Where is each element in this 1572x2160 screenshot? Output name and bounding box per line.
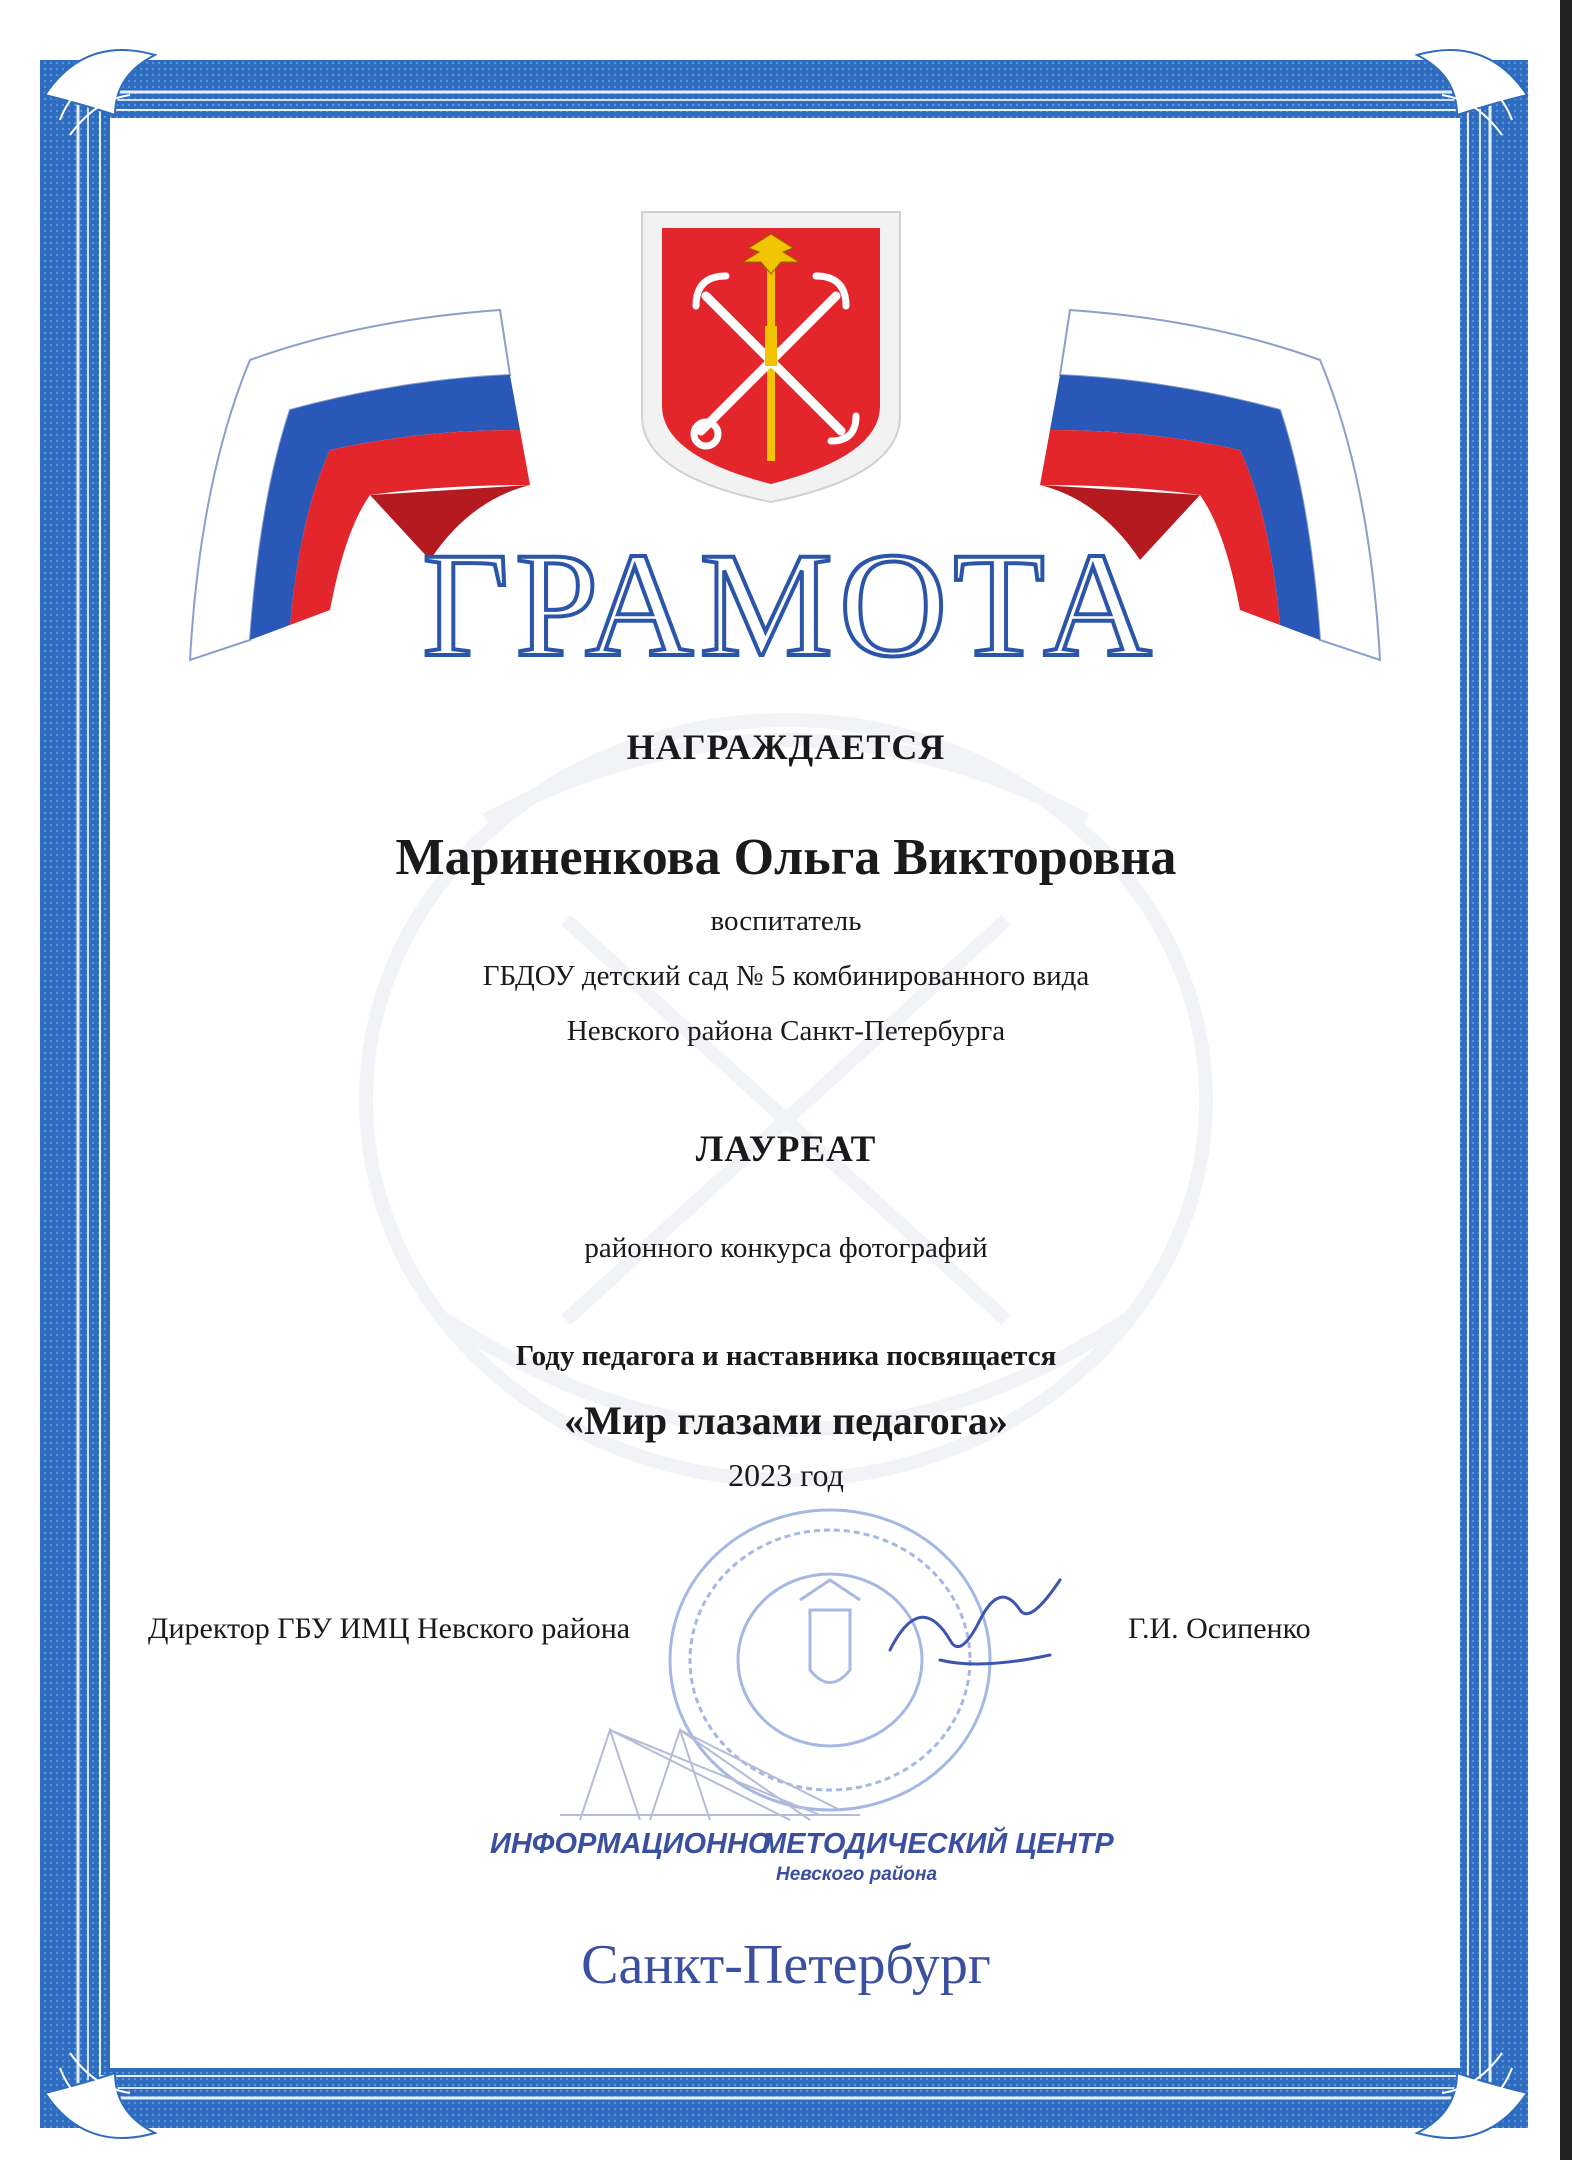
certificate-title (380, 530, 1200, 680)
logo-text-1: ИНФОРМАЦИОННО (490, 1828, 771, 1860)
signatory-title: Директор ГБУ ИМЦ Невского района (148, 1612, 631, 1645)
organization-line-2: Невского района Санкт-Петербурга (566, 1015, 1006, 1047)
award-label: НАГРАЖДАЕТСЯ (626, 727, 946, 767)
contest-description: районного конкурса фотографий (584, 1232, 988, 1264)
dedication: Году педагога и наставника посвящается (515, 1340, 1057, 1372)
city-name: Санкт-Петербург (581, 1934, 991, 1996)
saint-petersburg-coat-of-arms-icon (636, 206, 906, 506)
award-status: ЛАУРЕАТ (695, 1129, 877, 1170)
recipient-position: воспитатель (710, 905, 862, 937)
year: 2023 год (728, 1457, 844, 1493)
contest-name: «Мир глазами педагога» (564, 1398, 1008, 1443)
organization-line-1: ГБДОУ детский сад № 5 комбинированного вида (482, 960, 1090, 992)
title-text: ГРАМОТА (422, 530, 1158, 680)
signature (880, 1570, 1080, 1690)
recipient-name: Мариненкова Ольга Викторовна (395, 829, 1177, 886)
logo-text-3: Невского района (776, 1864, 938, 1885)
logo-text-2: МЕТОДИЧЕСКИЙ ЦЕНТР (762, 1828, 1114, 1860)
signatory-name: Г.И. Осипенко (1128, 1612, 1311, 1645)
imc-logo (490, 1720, 1114, 1900)
bridge-logo-icon (560, 1720, 860, 1830)
